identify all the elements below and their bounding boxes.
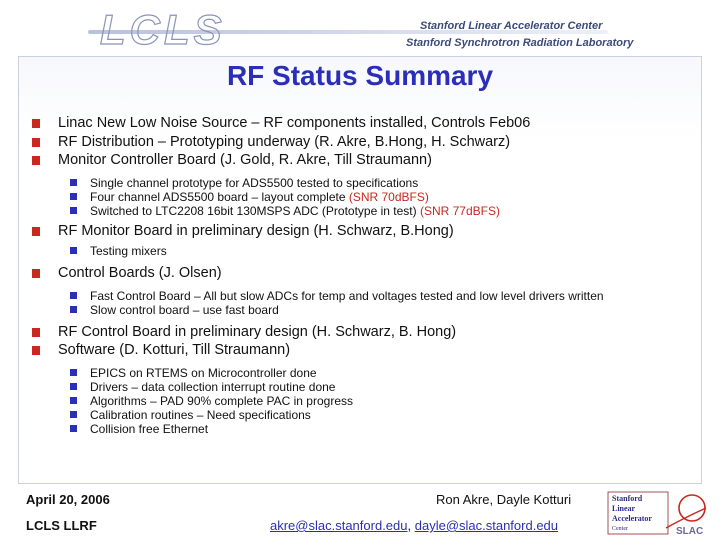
bullet-list — [30, 114, 695, 436]
slide-title: RF Status Summary — [226, 60, 494, 91]
slac-logo — [606, 488, 718, 538]
bullet-software: Software (D. Kotturi, Till Straumann) — [30, 341, 695, 360]
slac-logo-line4: Center — [612, 526, 628, 532]
sub-bullet: Calibration routines – Need specifications — [68, 408, 695, 422]
slac-logo-line3: Accelerator — [612, 514, 652, 523]
sub-bullet: Collision free Ethernet — [68, 422, 695, 436]
footer-emails: akre@slac.stanford.edu, dayle@slac.stanford.edu — [270, 518, 559, 533]
slac-logo-line1: Stanford — [612, 494, 643, 503]
footer-date: April 20, 2006 — [26, 492, 110, 507]
sub-bullet: Drivers – data collection interrupt routine done — [68, 380, 695, 394]
sub-bullet: Slow control board – use fast board — [68, 303, 695, 317]
bullet-linac-source: Linac New Low Noise Source – RF components installed, Controls Feb06 — [30, 114, 695, 133]
slide-header — [0, 0, 720, 60]
org-name-ssrl: Stanford Synchrotron Radiation Laboratory — [406, 37, 634, 49]
bullet-rf-distribution: RF Distribution – Prototyping underway (R. Akre, B.Hong, H. Schwarz) — [30, 133, 695, 152]
slac-mark: SLAC — [676, 526, 704, 537]
bullet-rf-monitor: RF Monitor Board in preliminary design (H. Schwarz, B.Hong) — [30, 222, 695, 241]
sub-bullet: EPICS on RTEMS on Microcontroller done — [68, 366, 695, 380]
sub-bullet: Switched to LTC2208 16bit 130MSPS ADC (Prototype in test) (SNR 77dBFS) — [68, 204, 695, 218]
org-name-slac: Stanford Linear Accelerator Center — [420, 20, 603, 32]
email-link-kotturi[interactable]: dayle@slac.stanford.edu — [414, 518, 559, 533]
sub-bullet: Single channel prototype for ADS5500 tested to specifications — [68, 176, 695, 190]
sub-bullet: Algorithms – PAD 90% complete PAC in progress — [68, 394, 695, 408]
slac-logo-line2: Linear — [612, 504, 636, 513]
sub-bullet: Fast Control Board – All but slow ADCs for temp and voltages tested and low level drivers written — [68, 289, 695, 303]
email-link-akre[interactable]: akre@slac.stanford.edu — [270, 518, 408, 533]
bullet-monitor-controller: Monitor Controller Board (J. Gold, R. Akre, Till Straumann) — [30, 151, 695, 170]
sub-bullet: Testing mixers — [68, 244, 695, 258]
bullet-rf-control: RF Control Board in preliminary design (H. Schwarz, B. Hong) — [30, 323, 695, 342]
accelerator-ring-icon — [679, 495, 705, 521]
footer-org: LCLS LLRF — [26, 518, 97, 533]
footer-authors: Ron Akre, Dayle Kotturi — [436, 492, 572, 507]
lcls-logo: LCLS — [100, 6, 226, 53]
sub-bullet: Four channel ADS5500 board – layout complete (SNR 70dBFS) — [68, 190, 695, 204]
bullet-control-boards: Control Boards (J. Olsen) — [30, 264, 695, 283]
